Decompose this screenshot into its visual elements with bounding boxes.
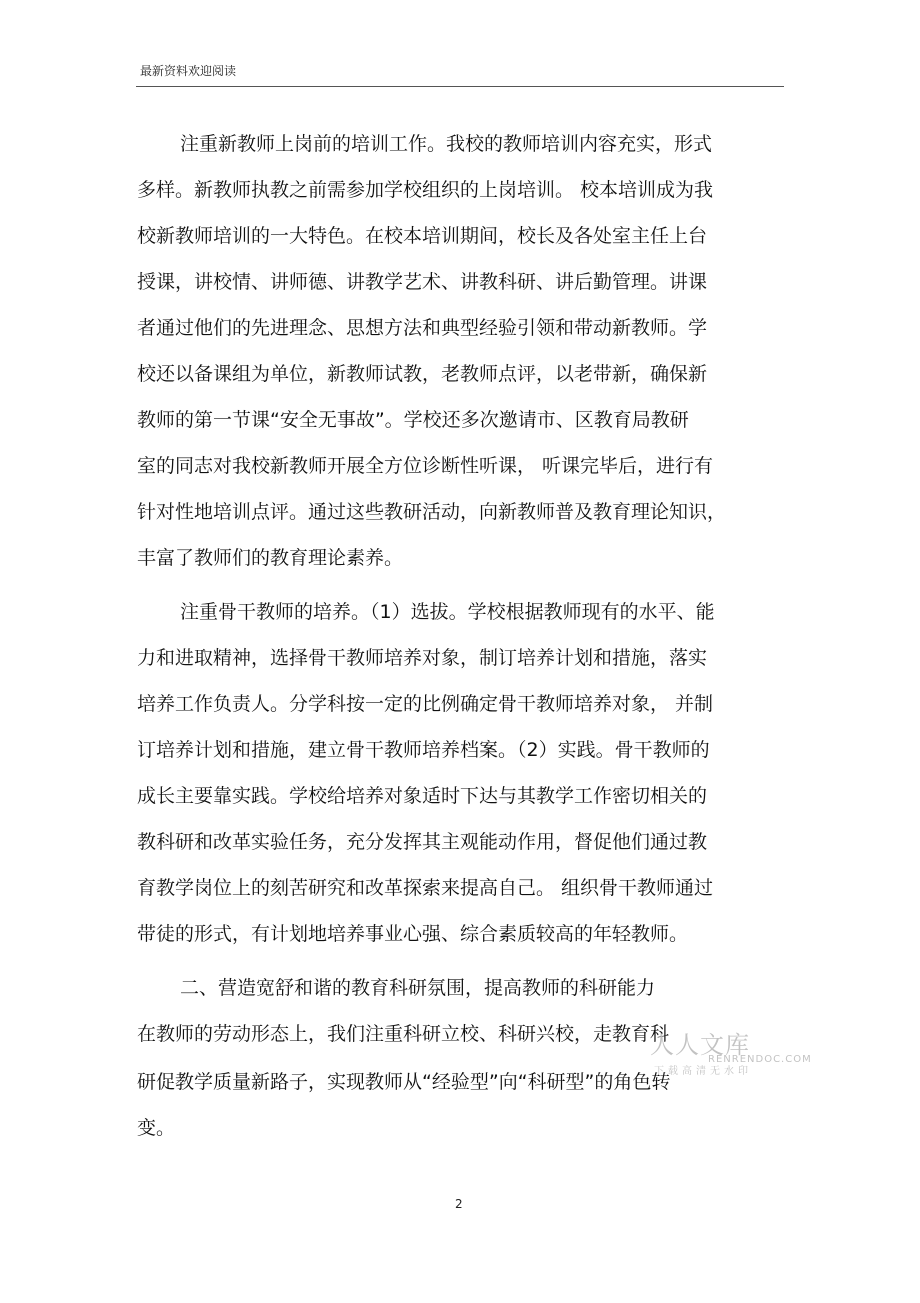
text-line: 校还以备课组为单位，新教师试教，老教师点评，以老带新，确保新 <box>137 363 708 385</box>
text-line: 室的同志对我校新教师开展全方位诊断性听课， 听课完毕后，进行有 <box>137 455 714 477</box>
text-line: 培养工作负责人。分学科按一定的比例确定骨干教师培养对象， 并制 <box>137 693 714 715</box>
watermark-domain: RENRENDOC.COM <box>708 1054 812 1065</box>
text-line: 注重骨干教师的培养。（1）选拔。学校根据教师现有的水平、能 <box>180 601 715 623</box>
watermark-title: 人人文库 <box>650 1031 750 1059</box>
page-header-text: 最新资料欢迎阅读 <box>140 64 237 78</box>
text-line: 者通过他们的先进理念、思想方法和典型经验引领和带动新教师。学 <box>137 317 708 339</box>
text-line: 订培养计划和措施，建立骨干教师培养档案。（2）实践。骨干教师的 <box>137 739 710 761</box>
text-line: 针对性地培训点评。通过这些教研活动，向新教师普及教育理论知识， <box>137 501 727 523</box>
text-line: 带徒的形式，有计划地培养事业心强、综合素质较高的年轻教师。 <box>137 923 689 945</box>
text-line: 多样。新教师执教之前需参加学校组织的上岗培训。 校本培训成为我 <box>137 179 714 201</box>
text-line: 变。 <box>137 1117 176 1139</box>
text-line: 丰富了教师们的教育理论素养。 <box>137 547 404 569</box>
header-divider <box>136 86 784 87</box>
text-line: 成长主要靠实践。学校给培养对象适时下达与其教学工作密切相关的 <box>137 785 708 807</box>
text-line: 力和进取精神，选择骨干教师培养对象，制订培养计划和措施，落实 <box>137 647 708 669</box>
watermark-subtitle: 下载高清无水印 <box>654 1066 752 1077</box>
text-line: 育教学岗位上的刻苦研究和改革探索来提高自己。 组织骨干教师通过 <box>137 877 714 899</box>
text-line: 在教师的劳动形态上，我们注重科研立校、科研兴校，走教育科 <box>137 1023 670 1045</box>
text-line: 研促教学质量新路子，实现教师从“经验型”向“科研型”的角色转 <box>137 1071 671 1093</box>
text-line: 教科研和改革实验任务，充分发挥其主观能动作用，督促他们通过教 <box>137 831 708 853</box>
text-line: 校新教师培训的一大特色。在校本培训期间，校长及各处室主任上台 <box>137 225 708 247</box>
page-number: 2 <box>455 1197 463 1211</box>
text-line: 授课，讲校情、讲师德、讲教学艺术、讲教科研、讲后勤管理。讲课 <box>137 271 708 293</box>
text-line: 教师的第一节课“安全无事故”。学校还多次邀请市、区教育局教研 <box>137 409 689 431</box>
section-heading: 二、营造宽舒和谐的教育科研氛围，提高教师的科研能力 <box>180 977 656 999</box>
text-line: 注重新教师上岗前的培训工作。我校的教师培训内容充实，形式 <box>180 133 713 155</box>
